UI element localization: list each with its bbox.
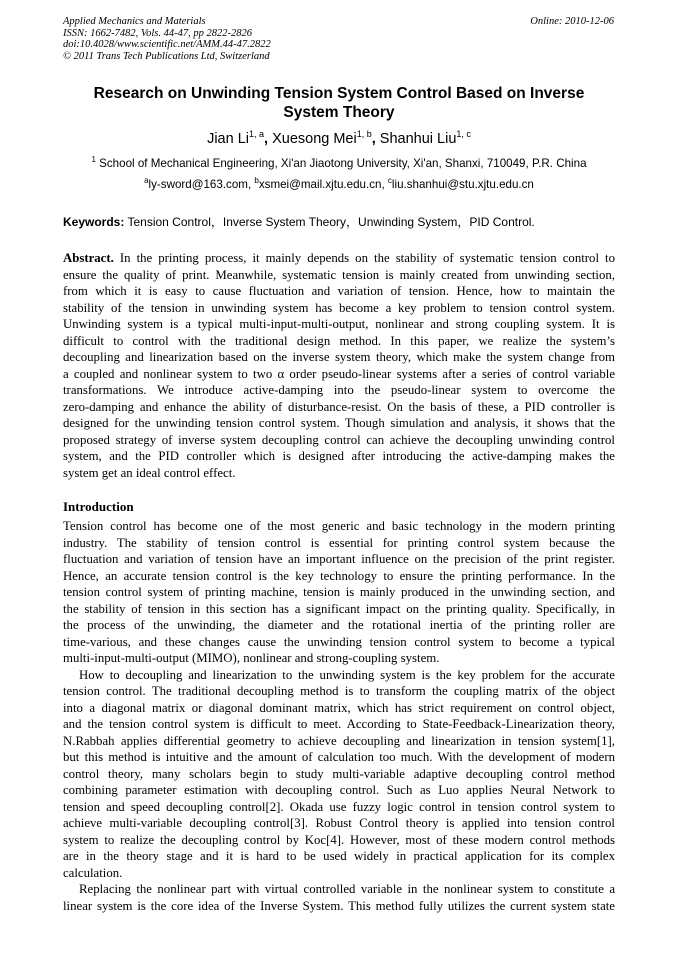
body-line: achieve multi-variable decoupling control[3]. Robust Control theory is applied into tension control <box>63 816 615 830</box>
abstract <box>63 250 615 481</box>
body-line: tension and speed decoupling control[2]. Okada use fuzzy logic control in tension control system to <box>63 799 615 814</box>
author-affil-mark: 1, a <box>249 129 265 139</box>
author-separator: , <box>264 131 269 147</box>
email-mark: b <box>254 176 259 185</box>
body-line: combining parameter estimation with decoupling control. Such as Luo applies Neural Network to <box>63 783 615 797</box>
abstract-line: designed for the unwinding tension control system. Though simulation and analysis, it shows that the <box>63 416 615 430</box>
author-list <box>63 130 615 148</box>
journal-name: Applied Mechanics and Materials <box>63 16 206 27</box>
title-line: Research on Unwinding Tension System Control Based on Inverse <box>93 85 585 102</box>
body-line: industry. The stability of tension control is essential for printing control system because the <box>63 535 615 550</box>
body-line: are in the theory stage and it is hard to be used widely in practical application for its complex <box>63 849 615 863</box>
abstract-line: stability of the tension in unwinding system has become a key problem to tension control system. <box>63 300 615 315</box>
body-line: Tension control has become one of the most generic and basic technology in the modern printing <box>63 519 615 533</box>
author-affil-mark: 1, c <box>456 129 471 139</box>
journal-issn: ISSN: 1662-7482, Vols. 44-47, pp 2822-2826 <box>63 27 252 39</box>
affiliation <box>63 157 615 171</box>
keywords <box>63 215 615 230</box>
abstract-line: system, and the PID controller which is designed after introducing the active-damping makes the <box>63 449 615 463</box>
abstract-line: difficult to control with the traditional design method. In this paper, we realize the system’s <box>63 333 615 348</box>
affiliation-text: School of Mechanical Engineering, Xi'an Jiaotong University, Xi'an, Shanxi, 710049, P.R. China <box>99 157 587 170</box>
body-line: into a diagonal matrix or diagonal dominant matrix, which has strict requirement on control object, <box>63 700 615 715</box>
abstract-line: decoupling and linearization based on the inverse system theory, which make the system change from <box>63 350 615 364</box>
online-date: Online: 2010-12-06 <box>530 16 614 27</box>
abstract-label: Abstract. <box>63 251 114 265</box>
body-line: multi-input-multi-output (MIMO), nonlinear and strong-coupling system. <box>63 651 440 665</box>
journal-copyright: © 2011 Trans Tech Publications Ltd, Switzerland <box>63 50 270 62</box>
title-line: System Theory <box>283 104 395 121</box>
paper-title <box>63 84 615 122</box>
body-line: system to realize the decoupling control by Koc[4]. However, most of these modern control methods <box>63 832 615 847</box>
body-line: tension control system of printing machine, tension is mainly produced in the unwinding section, and <box>63 585 615 599</box>
author-emails <box>63 178 615 192</box>
body-line: and the tension control system is difficult to meet. According to State-Feedback-Linearization theory, <box>63 717 615 731</box>
email-mark: c <box>387 176 392 185</box>
keywords-text: Tension Control，Inverse System Theory，Unwinding System，PID Control. <box>127 215 535 229</box>
introduction-body <box>63 518 615 914</box>
body-line: time-various, and these changes cause the unwinding tension control system to become a typical <box>63 634 615 649</box>
author-affil-mark: 1, b <box>356 129 372 139</box>
email-address: liu.shanhui@stu.xjtu.edu.cn <box>391 178 534 191</box>
author-separator: , <box>371 131 376 147</box>
abstract-line: transformations. We introduce active-damping into the pseudo-linear system to overcome the <box>63 383 615 397</box>
email-address: xsmei@mail.xjtu.edu.cn, <box>258 178 385 191</box>
keywords-label: Keywords: <box>63 215 125 229</box>
affiliation-mark: 1 <box>91 155 96 164</box>
abstract-line: from which it is easy to cause fluctuation and variation of tension. Hence, how to maintain the <box>63 284 615 298</box>
journal-doi: doi:10.4028/www.scientific.net/AMM.44-47.2822 <box>63 39 271 50</box>
abstract-line: ensure the quality of print. Meanwhile, systematic tension is mainly created from unwinding section, <box>63 267 615 282</box>
body-line: tension control. The traditional decoupling method is to transform the coupling matrix of the object <box>63 684 615 698</box>
body-line: but this method is intuitive and the amount of calculation too much. With the development of modern <box>63 750 615 764</box>
journal-header <box>63 16 271 62</box>
author-name: Xuesong Mei <box>272 131 357 147</box>
body-line: linear system is the core idea of the Inverse System. This method fully utilizes the current system state <box>63 898 615 913</box>
body-line: control theory, many scholars begin to study multi-variable adaptive decoupling control method <box>63 766 615 781</box>
abstract-first-line: In the printing process, it mainly depends on the stability of systematic tension control to <box>119 251 615 265</box>
section-heading-introduction: Introduction <box>63 499 134 514</box>
body-line: Hence, an accurate tension control is the key technology to ensure the printing performance. In the <box>63 568 615 583</box>
body-line: the stability of tension in this section has a significant impact on the printing quality. Specifically, in <box>63 601 615 616</box>
email-address: ly-sword@163.com, <box>148 178 252 191</box>
body-line: fluctuation and variation of tension have an important influence on the precision of the print register. <box>63 552 615 566</box>
body-line: calculation. <box>63 865 123 880</box>
author-name: Shanhui Liu <box>379 131 457 147</box>
abstract-line: system get an ideal control effect. <box>63 465 236 480</box>
email-mark: a <box>144 176 149 185</box>
abstract-line: Unwinding system is a typical multi-input-multi-output, nonlinear and strong coupling system. It is <box>63 317 615 331</box>
abstract-line: a coupled and nonlinear system to two α order pseudo-linear systems after a series of control variable <box>63 366 615 381</box>
author-name: Jian Li <box>207 131 249 147</box>
body-line: N.Rabbah applies differential geometry to achieve decoupling and linearization in tension system[1], <box>63 733 615 748</box>
body-line: the process of the unwinding, the diameter and the rotational inertia of the printing roller are <box>63 618 615 632</box>
abstract-line: zero-damping and enhance the ability of disturbance-resist. On the basis of these, a PID controller is <box>63 399 615 414</box>
body-line: Replacing the nonlinear part with virtual controlled variable in the nonlinear system to constitute a <box>79 882 615 896</box>
body-line: How to decoupling and linearization to the unwinding system is the key problem for the accurate <box>79 667 615 682</box>
abstract-line <box>63 250 615 267</box>
abstract-line: proposed strategy of inverse system decoupling control can achieve the decoupling unwinding control <box>63 432 615 447</box>
